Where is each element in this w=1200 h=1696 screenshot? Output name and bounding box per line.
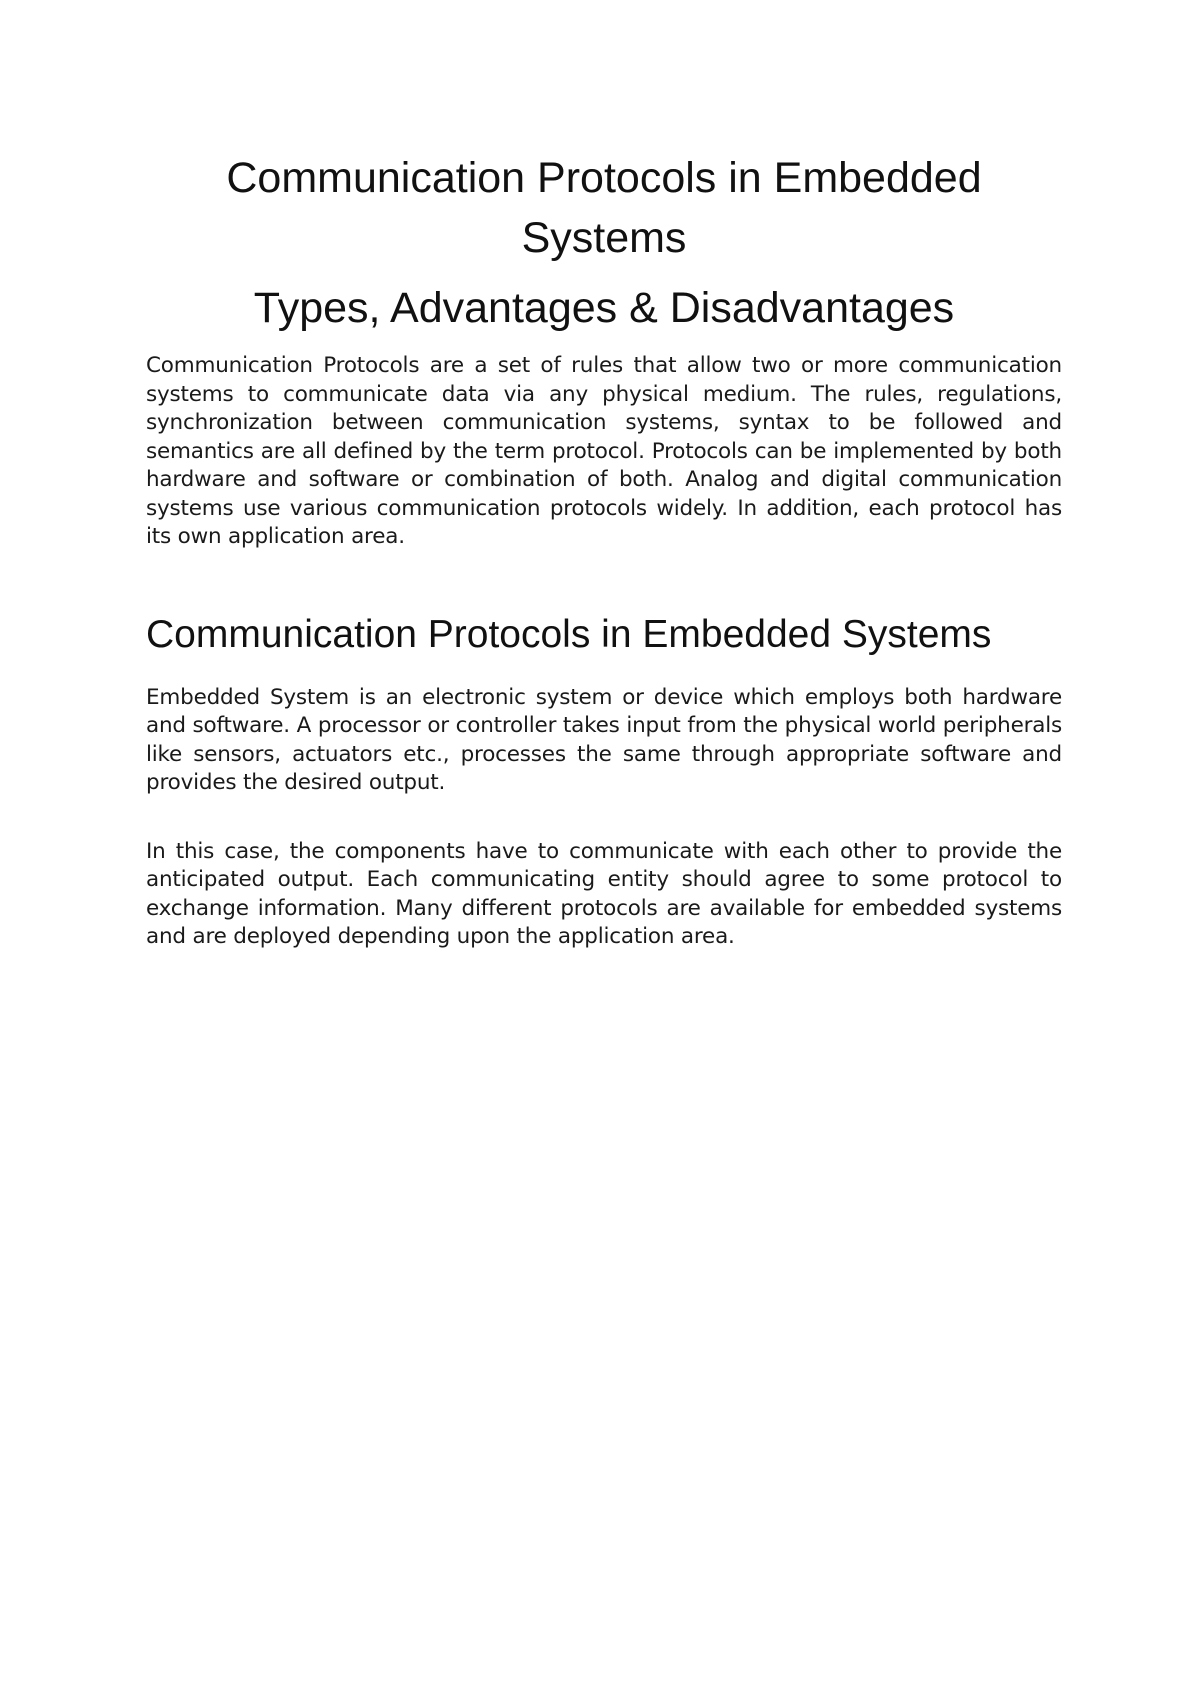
document-title: Communication Protocols in Embedded Systems bbox=[226, 154, 982, 262]
section-paragraph-2: In this case, the components have to communicate with each other to provide the anticipated output. Each communicating entity should agree to some protocol to exchange information. Many different protocols are available for embedded systems and are deployed depending upon the application area. bbox=[146, 838, 1062, 949]
document-page bbox=[146, 148, 1062, 952]
section-heading: Communication Protocols in Embedded Systems bbox=[146, 612, 992, 656]
section-paragraph-1: Embedded System is an electronic system or device which employs both hardware and software. A processor or controller takes input from the physical world peripherals like sensors, actuators etc., processes the same through appropriate software and provides the desired output. bbox=[146, 684, 1062, 795]
intro-paragraph: Communication Protocols are a set of rules that allow two or more communication systems to communicate data via any physical medium. The rules, regulations, synchronization between communication systems, syntax to be followed and semantics are all defined by the term protocol. Protocols can be implemented by both hardware and software or combination of both. Analog and digital communication systems use various communication protocols widely. In addition, each protocol has its own application area. bbox=[146, 353, 1062, 549]
document-subtitle: Types, Advantages & Disadvantages bbox=[253, 284, 955, 332]
